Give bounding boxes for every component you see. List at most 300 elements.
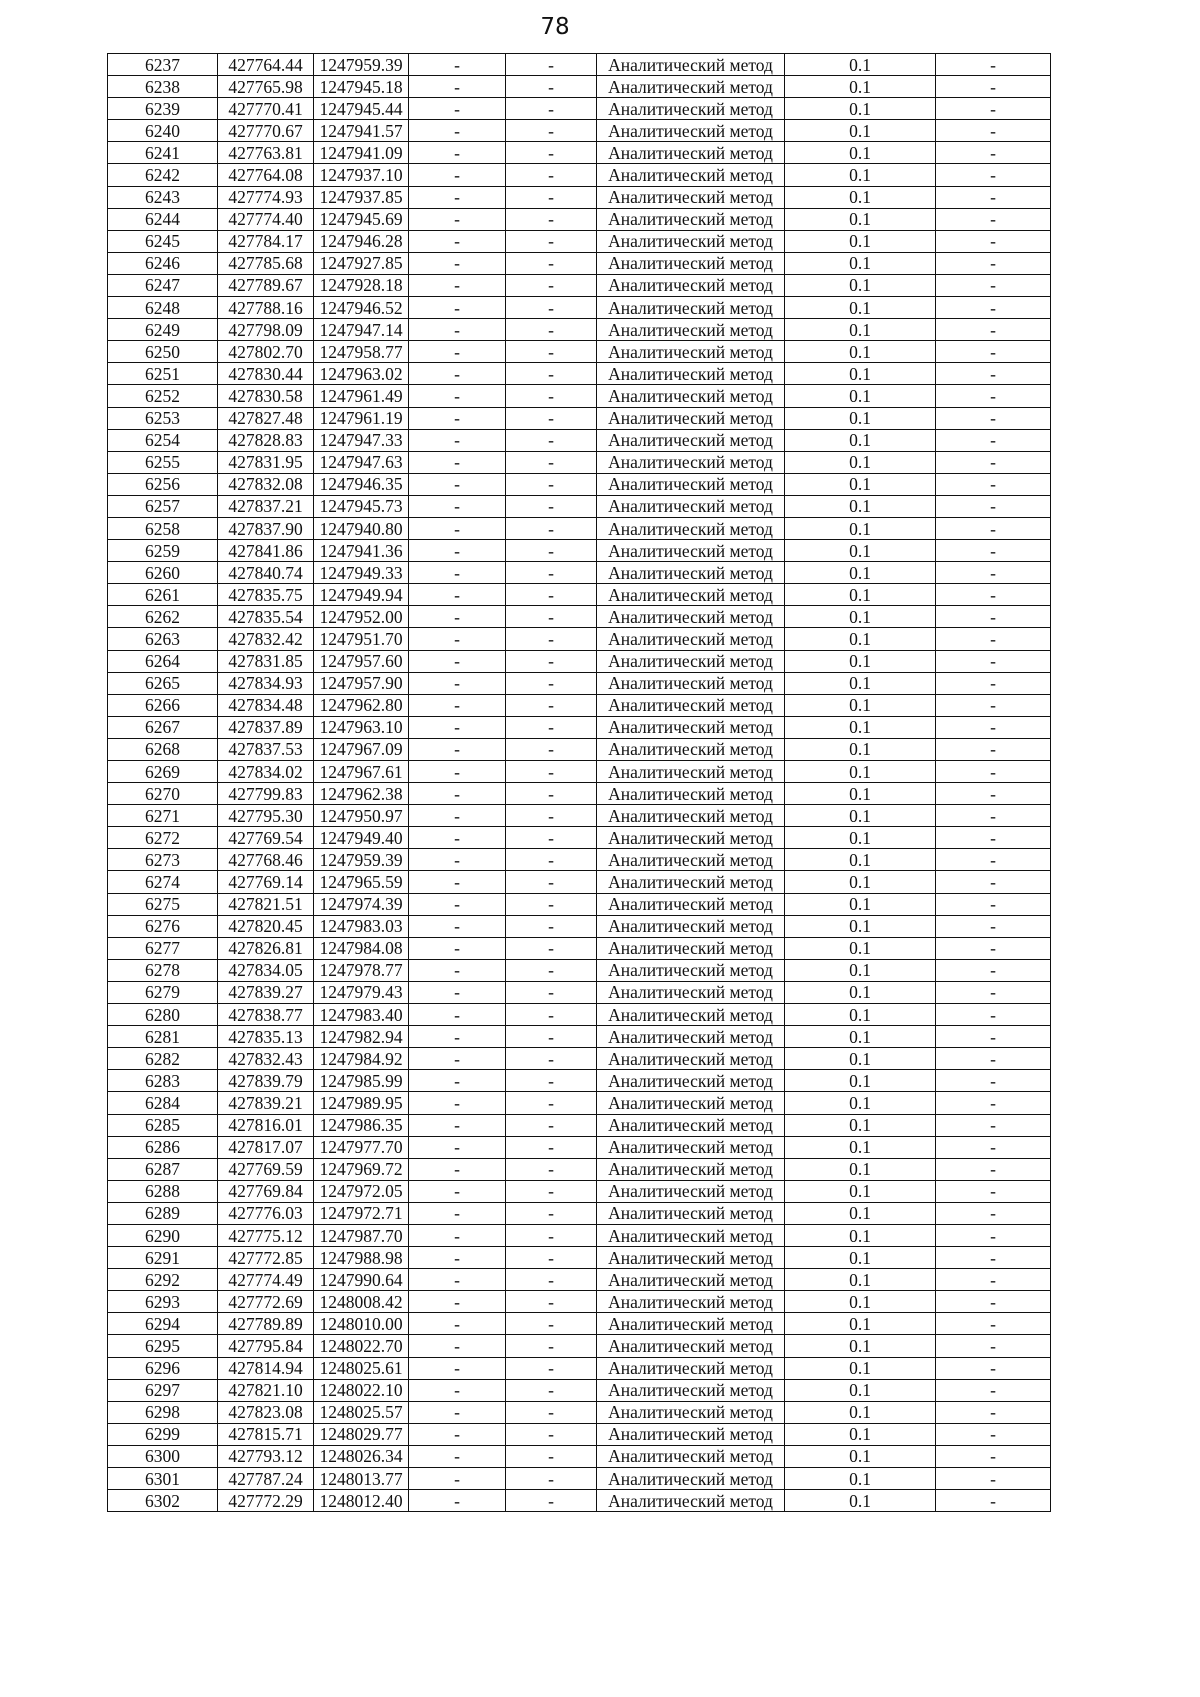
dash-cell: - xyxy=(506,1401,597,1423)
dash-cell: - xyxy=(936,1070,1051,1092)
method-cell: Аналитический метод xyxy=(597,363,785,385)
accuracy-cell: 0.1 xyxy=(785,606,936,628)
y-coordinate-cell: 1248026.34 xyxy=(314,1445,409,1467)
dash-cell: - xyxy=(936,1335,1051,1357)
point-number-cell: 6250 xyxy=(108,341,218,363)
accuracy-cell: 0.1 xyxy=(785,827,936,849)
x-coordinate-cell: 427827.48 xyxy=(218,407,314,429)
dash-cell: - xyxy=(936,1026,1051,1048)
accuracy-cell: 0.1 xyxy=(785,54,936,76)
point-number-cell: 6277 xyxy=(108,937,218,959)
method-cell: Аналитический метод xyxy=(597,1136,785,1158)
table-row xyxy=(108,319,1051,341)
accuracy-cell: 0.1 xyxy=(785,1026,936,1048)
x-coordinate-cell: 427774.93 xyxy=(218,186,314,208)
method-cell: Аналитический метод xyxy=(597,517,785,539)
method-cell: Аналитический метод xyxy=(597,738,785,760)
point-number-cell: 6279 xyxy=(108,981,218,1003)
y-coordinate-cell: 1247947.33 xyxy=(314,429,409,451)
method-cell: Аналитический метод xyxy=(597,429,785,451)
dash-cell: - xyxy=(409,1180,506,1202)
x-coordinate-cell: 427772.85 xyxy=(218,1247,314,1269)
point-number-cell: 6259 xyxy=(108,540,218,562)
dash-cell: - xyxy=(409,783,506,805)
accuracy-cell: 0.1 xyxy=(785,385,936,407)
dash-cell: - xyxy=(506,1468,597,1490)
table-row xyxy=(108,849,1051,871)
dash-cell: - xyxy=(409,871,506,893)
dash-cell: - xyxy=(506,76,597,98)
method-cell: Аналитический метод xyxy=(597,1357,785,1379)
table-row xyxy=(108,584,1051,606)
table-row xyxy=(108,1468,1051,1490)
dash-cell: - xyxy=(409,1224,506,1246)
dash-cell: - xyxy=(936,1158,1051,1180)
dash-cell: - xyxy=(506,1070,597,1092)
table-row xyxy=(108,761,1051,783)
y-coordinate-cell: 1247959.39 xyxy=(314,849,409,871)
table-row xyxy=(108,981,1051,1003)
method-cell: Аналитический метод xyxy=(597,54,785,76)
point-number-cell: 6297 xyxy=(108,1379,218,1401)
point-number-cell: 6294 xyxy=(108,1313,218,1335)
method-cell: Аналитический метод xyxy=(597,1004,785,1026)
dash-cell: - xyxy=(409,98,506,120)
dash-cell: - xyxy=(936,1004,1051,1026)
table-row xyxy=(108,628,1051,650)
dash-cell: - xyxy=(409,827,506,849)
x-coordinate-cell: 427831.85 xyxy=(218,650,314,672)
dash-cell: - xyxy=(936,761,1051,783)
x-coordinate-cell: 427798.09 xyxy=(218,319,314,341)
dash-cell: - xyxy=(936,1468,1051,1490)
method-cell: Аналитический метод xyxy=(597,1423,785,1445)
method-cell: Аналитический метод xyxy=(597,606,785,628)
y-coordinate-cell: 1248010.00 xyxy=(314,1313,409,1335)
dash-cell: - xyxy=(506,495,597,517)
method-cell: Аналитический метод xyxy=(597,451,785,473)
dash-cell: - xyxy=(409,429,506,451)
dash-cell: - xyxy=(936,628,1051,650)
dash-cell: - xyxy=(409,473,506,495)
method-cell: Аналитический метод xyxy=(597,495,785,517)
table-row xyxy=(108,407,1051,429)
accuracy-cell: 0.1 xyxy=(785,959,936,981)
dash-cell: - xyxy=(506,451,597,473)
dash-cell: - xyxy=(506,1048,597,1070)
x-coordinate-cell: 427789.89 xyxy=(218,1313,314,1335)
accuracy-cell: 0.1 xyxy=(785,1180,936,1202)
x-coordinate-cell: 427799.83 xyxy=(218,783,314,805)
point-number-cell: 6244 xyxy=(108,208,218,230)
accuracy-cell: 0.1 xyxy=(785,1423,936,1445)
table-row xyxy=(108,716,1051,738)
y-coordinate-cell: 1247979.43 xyxy=(314,981,409,1003)
y-coordinate-cell: 1247945.44 xyxy=(314,98,409,120)
y-coordinate-cell: 1247967.09 xyxy=(314,738,409,760)
x-coordinate-cell: 427834.05 xyxy=(218,959,314,981)
dash-cell: - xyxy=(936,1423,1051,1445)
method-cell: Аналитический метод xyxy=(597,385,785,407)
dash-cell: - xyxy=(409,319,506,341)
accuracy-cell: 0.1 xyxy=(785,1490,936,1512)
method-cell: Аналитический метод xyxy=(597,716,785,738)
point-number-cell: 6260 xyxy=(108,562,218,584)
point-number-cell: 6295 xyxy=(108,1335,218,1357)
x-coordinate-cell: 427816.01 xyxy=(218,1114,314,1136)
dash-cell: - xyxy=(936,451,1051,473)
y-coordinate-cell: 1247972.71 xyxy=(314,1202,409,1224)
table-row xyxy=(108,429,1051,451)
dash-cell: - xyxy=(936,1048,1051,1070)
table-row xyxy=(108,1202,1051,1224)
dash-cell: - xyxy=(409,1468,506,1490)
dash-cell: - xyxy=(506,1004,597,1026)
x-coordinate-cell: 427838.77 xyxy=(218,1004,314,1026)
method-cell: Аналитический метод xyxy=(597,937,785,959)
x-coordinate-cell: 427837.53 xyxy=(218,738,314,760)
dash-cell: - xyxy=(936,297,1051,319)
method-cell: Аналитический метод xyxy=(597,1158,785,1180)
x-coordinate-cell: 427831.95 xyxy=(218,451,314,473)
point-number-cell: 6253 xyxy=(108,407,218,429)
accuracy-cell: 0.1 xyxy=(785,738,936,760)
y-coordinate-cell: 1247937.10 xyxy=(314,164,409,186)
point-number-cell: 6270 xyxy=(108,783,218,805)
dash-cell: - xyxy=(936,827,1051,849)
table-row xyxy=(108,1092,1051,1114)
dash-cell: - xyxy=(506,186,597,208)
dash-cell: - xyxy=(506,1379,597,1401)
point-number-cell: 6287 xyxy=(108,1158,218,1180)
dash-cell: - xyxy=(409,1114,506,1136)
point-number-cell: 6255 xyxy=(108,451,218,473)
table-row xyxy=(108,473,1051,495)
y-coordinate-cell: 1247989.95 xyxy=(314,1092,409,1114)
method-cell: Аналитический метод xyxy=(597,849,785,871)
point-number-cell: 6302 xyxy=(108,1490,218,1512)
table-row xyxy=(108,1423,1051,1445)
x-coordinate-cell: 427837.90 xyxy=(218,517,314,539)
dash-cell: - xyxy=(506,1224,597,1246)
dash-cell: - xyxy=(936,385,1051,407)
dash-cell: - xyxy=(936,208,1051,230)
method-cell: Аналитический метод xyxy=(597,1092,785,1114)
accuracy-cell: 0.1 xyxy=(785,672,936,694)
dash-cell: - xyxy=(409,738,506,760)
y-coordinate-cell: 1247984.92 xyxy=(314,1048,409,1070)
dash-cell: - xyxy=(409,407,506,429)
table-row xyxy=(108,164,1051,186)
dash-cell: - xyxy=(409,274,506,296)
table-row xyxy=(108,1114,1051,1136)
dash-cell: - xyxy=(409,1379,506,1401)
dash-cell: - xyxy=(506,1423,597,1445)
dash-cell: - xyxy=(506,937,597,959)
method-cell: Аналитический метод xyxy=(597,584,785,606)
x-coordinate-cell: 427835.75 xyxy=(218,584,314,606)
accuracy-cell: 0.1 xyxy=(785,1335,936,1357)
method-cell: Аналитический метод xyxy=(597,915,785,937)
table-row xyxy=(108,827,1051,849)
y-coordinate-cell: 1247947.63 xyxy=(314,451,409,473)
y-coordinate-cell: 1247961.19 xyxy=(314,407,409,429)
y-coordinate-cell: 1247946.28 xyxy=(314,230,409,252)
dash-cell: - xyxy=(506,1445,597,1467)
y-coordinate-cell: 1247928.18 xyxy=(314,274,409,296)
dash-cell: - xyxy=(409,893,506,915)
x-coordinate-cell: 427795.84 xyxy=(218,1335,314,1357)
accuracy-cell: 0.1 xyxy=(785,1136,936,1158)
method-cell: Аналитический метод xyxy=(597,208,785,230)
accuracy-cell: 0.1 xyxy=(785,252,936,274)
dash-cell: - xyxy=(506,672,597,694)
dash-cell: - xyxy=(506,871,597,893)
accuracy-cell: 0.1 xyxy=(785,1004,936,1026)
dash-cell: - xyxy=(936,363,1051,385)
x-coordinate-cell: 427817.07 xyxy=(218,1136,314,1158)
table-row xyxy=(108,1004,1051,1026)
point-number-cell: 6257 xyxy=(108,495,218,517)
dash-cell: - xyxy=(936,230,1051,252)
table-row xyxy=(108,297,1051,319)
method-cell: Аналитический метод xyxy=(597,76,785,98)
x-coordinate-cell: 427795.30 xyxy=(218,805,314,827)
dash-cell: - xyxy=(936,76,1051,98)
dash-cell: - xyxy=(936,1092,1051,1114)
point-number-cell: 6288 xyxy=(108,1180,218,1202)
y-coordinate-cell: 1247967.61 xyxy=(314,761,409,783)
y-coordinate-cell: 1247988.98 xyxy=(314,1247,409,1269)
point-number-cell: 6241 xyxy=(108,142,218,164)
x-coordinate-cell: 427772.69 xyxy=(218,1291,314,1313)
accuracy-cell: 0.1 xyxy=(785,297,936,319)
dash-cell: - xyxy=(506,849,597,871)
dash-cell: - xyxy=(506,98,597,120)
accuracy-cell: 0.1 xyxy=(785,628,936,650)
dash-cell: - xyxy=(506,827,597,849)
dash-cell: - xyxy=(936,341,1051,363)
accuracy-cell: 0.1 xyxy=(785,849,936,871)
x-coordinate-cell: 427763.81 xyxy=(218,142,314,164)
y-coordinate-cell: 1247987.70 xyxy=(314,1224,409,1246)
y-coordinate-cell: 1247946.52 xyxy=(314,297,409,319)
accuracy-cell: 0.1 xyxy=(785,341,936,363)
y-coordinate-cell: 1247945.18 xyxy=(314,76,409,98)
accuracy-cell: 0.1 xyxy=(785,1445,936,1467)
x-coordinate-cell: 427770.41 xyxy=(218,98,314,120)
dash-cell: - xyxy=(506,473,597,495)
point-number-cell: 6263 xyxy=(108,628,218,650)
dash-cell: - xyxy=(936,871,1051,893)
method-cell: Аналитический метод xyxy=(597,827,785,849)
method-cell: Аналитический метод xyxy=(597,694,785,716)
table-row xyxy=(108,1070,1051,1092)
point-number-cell: 6284 xyxy=(108,1092,218,1114)
dash-cell: - xyxy=(409,1247,506,1269)
dash-cell: - xyxy=(936,606,1051,628)
point-number-cell: 6292 xyxy=(108,1269,218,1291)
point-number-cell: 6249 xyxy=(108,319,218,341)
accuracy-cell: 0.1 xyxy=(785,540,936,562)
table-row xyxy=(108,54,1051,76)
dash-cell: - xyxy=(936,981,1051,1003)
method-cell: Аналитический метод xyxy=(597,1224,785,1246)
x-coordinate-cell: 427839.79 xyxy=(218,1070,314,1092)
table-row xyxy=(108,451,1051,473)
dash-cell: - xyxy=(506,1247,597,1269)
accuracy-cell: 0.1 xyxy=(785,1379,936,1401)
table-row xyxy=(108,120,1051,142)
accuracy-cell: 0.1 xyxy=(785,1048,936,1070)
dash-cell: - xyxy=(506,959,597,981)
point-number-cell: 6261 xyxy=(108,584,218,606)
table-row xyxy=(108,186,1051,208)
y-coordinate-cell: 1248022.70 xyxy=(314,1335,409,1357)
method-cell: Аналитический метод xyxy=(597,1202,785,1224)
table-row xyxy=(108,650,1051,672)
dash-cell: - xyxy=(506,893,597,915)
x-coordinate-cell: 427774.40 xyxy=(218,208,314,230)
method-cell: Аналитический метод xyxy=(597,1401,785,1423)
x-coordinate-cell: 427834.02 xyxy=(218,761,314,783)
accuracy-cell: 0.1 xyxy=(785,761,936,783)
table-row xyxy=(108,76,1051,98)
point-number-cell: 6296 xyxy=(108,1357,218,1379)
point-number-cell: 6278 xyxy=(108,959,218,981)
dash-cell: - xyxy=(409,363,506,385)
point-number-cell: 6272 xyxy=(108,827,218,849)
x-coordinate-cell: 427830.44 xyxy=(218,363,314,385)
method-cell: Аналитический метод xyxy=(597,1070,785,1092)
dash-cell: - xyxy=(506,208,597,230)
point-number-cell: 6298 xyxy=(108,1401,218,1423)
method-cell: Аналитический метод xyxy=(597,1269,785,1291)
point-number-cell: 6238 xyxy=(108,76,218,98)
dash-cell: - xyxy=(936,407,1051,429)
dash-cell: - xyxy=(936,783,1051,805)
dash-cell: - xyxy=(936,98,1051,120)
dash-cell: - xyxy=(936,495,1051,517)
dash-cell: - xyxy=(936,1247,1051,1269)
point-number-cell: 6237 xyxy=(108,54,218,76)
point-number-cell: 6254 xyxy=(108,429,218,451)
accuracy-cell: 0.1 xyxy=(785,1202,936,1224)
dash-cell: - xyxy=(409,981,506,1003)
accuracy-cell: 0.1 xyxy=(785,915,936,937)
dash-cell: - xyxy=(506,297,597,319)
dash-cell: - xyxy=(409,805,506,827)
accuracy-cell: 0.1 xyxy=(785,274,936,296)
table-row xyxy=(108,738,1051,760)
table-row xyxy=(108,1445,1051,1467)
y-coordinate-cell: 1247977.70 xyxy=(314,1136,409,1158)
dash-cell: - xyxy=(409,562,506,584)
x-coordinate-cell: 427769.14 xyxy=(218,871,314,893)
table-row xyxy=(108,871,1051,893)
dash-cell: - xyxy=(409,540,506,562)
x-coordinate-cell: 427793.12 xyxy=(218,1445,314,1467)
dash-cell: - xyxy=(409,54,506,76)
table-row xyxy=(108,540,1051,562)
accuracy-cell: 0.1 xyxy=(785,805,936,827)
accuracy-cell: 0.1 xyxy=(785,981,936,1003)
point-number-cell: 6240 xyxy=(108,120,218,142)
dash-cell: - xyxy=(936,54,1051,76)
method-cell: Аналитический метод xyxy=(597,1313,785,1335)
dash-cell: - xyxy=(936,959,1051,981)
method-cell: Аналитический метод xyxy=(597,562,785,584)
x-coordinate-cell: 427832.08 xyxy=(218,473,314,495)
dash-cell: - xyxy=(506,385,597,407)
point-number-cell: 6247 xyxy=(108,274,218,296)
method-cell: Аналитический метод xyxy=(597,274,785,296)
point-number-cell: 6242 xyxy=(108,164,218,186)
accuracy-cell: 0.1 xyxy=(785,142,936,164)
method-cell: Аналитический метод xyxy=(597,1379,785,1401)
table-row xyxy=(108,1158,1051,1180)
dash-cell: - xyxy=(409,1092,506,1114)
dash-cell: - xyxy=(506,407,597,429)
dash-cell: - xyxy=(506,738,597,760)
dash-cell: - xyxy=(409,517,506,539)
accuracy-cell: 0.1 xyxy=(785,1313,936,1335)
table-row xyxy=(108,341,1051,363)
dash-cell: - xyxy=(409,628,506,650)
dash-cell: - xyxy=(506,628,597,650)
table-row xyxy=(108,363,1051,385)
accuracy-cell: 0.1 xyxy=(785,1158,936,1180)
table-row xyxy=(108,1379,1051,1401)
dash-cell: - xyxy=(409,1423,506,1445)
dash-cell: - xyxy=(936,1291,1051,1313)
method-cell: Аналитический метод xyxy=(597,540,785,562)
x-coordinate-cell: 427839.21 xyxy=(218,1092,314,1114)
table-row xyxy=(108,252,1051,274)
accuracy-cell: 0.1 xyxy=(785,1401,936,1423)
table-row xyxy=(108,230,1051,252)
table-row xyxy=(108,142,1051,164)
accuracy-cell: 0.1 xyxy=(785,1269,936,1291)
table-row xyxy=(108,1136,1051,1158)
dash-cell: - xyxy=(409,1202,506,1224)
dash-cell: - xyxy=(409,1136,506,1158)
dash-cell: - xyxy=(506,805,597,827)
x-coordinate-cell: 427820.45 xyxy=(218,915,314,937)
y-coordinate-cell: 1248008.42 xyxy=(314,1291,409,1313)
point-number-cell: 6248 xyxy=(108,297,218,319)
method-cell: Аналитический метод xyxy=(597,297,785,319)
x-coordinate-cell: 427770.67 xyxy=(218,120,314,142)
point-number-cell: 6275 xyxy=(108,893,218,915)
y-coordinate-cell: 1247949.40 xyxy=(314,827,409,849)
point-number-cell: 6258 xyxy=(108,517,218,539)
accuracy-cell: 0.1 xyxy=(785,120,936,142)
accuracy-cell: 0.1 xyxy=(785,1092,936,1114)
dash-cell: - xyxy=(409,849,506,871)
point-number-cell: 6256 xyxy=(108,473,218,495)
table-row xyxy=(108,606,1051,628)
y-coordinate-cell: 1247941.36 xyxy=(314,540,409,562)
table-row xyxy=(108,959,1051,981)
method-cell: Аналитический метод xyxy=(597,1114,785,1136)
point-number-cell: 6283 xyxy=(108,1070,218,1092)
dash-cell: - xyxy=(506,606,597,628)
dash-cell: - xyxy=(506,562,597,584)
dash-cell: - xyxy=(409,1004,506,1026)
dash-cell: - xyxy=(409,186,506,208)
dash-cell: - xyxy=(506,1202,597,1224)
